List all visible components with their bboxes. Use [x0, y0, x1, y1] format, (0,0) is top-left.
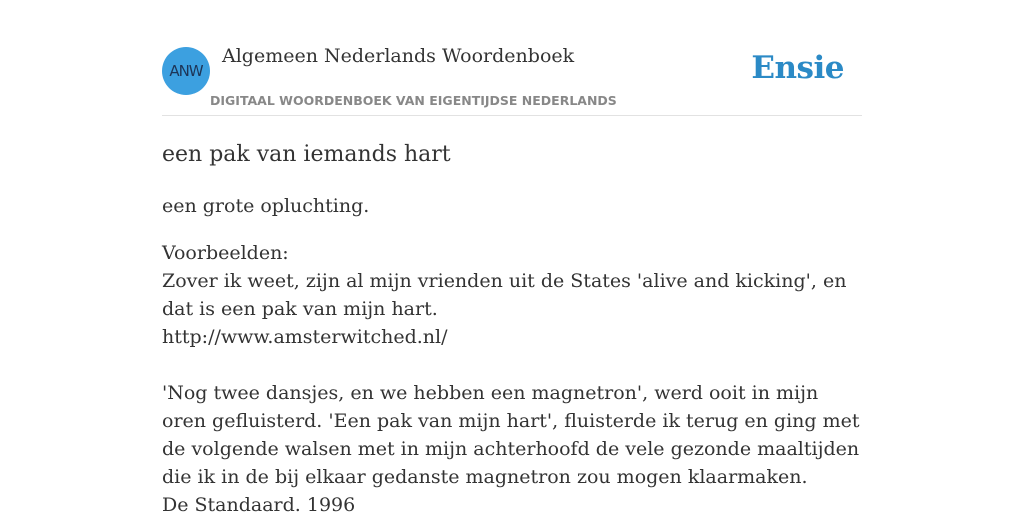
examples-section	[162, 239, 862, 512]
ensie-brand-logo[interactable]: Ensie	[751, 50, 844, 86]
example-source: http://www.amsterwitched.nl/	[162, 326, 448, 348]
entry-title: een pak van iemands hart	[162, 142, 451, 167]
entry-content	[162, 140, 862, 512]
anw-logo[interactable]	[162, 47, 210, 95]
site-header	[162, 0, 862, 116]
logo-text: ANW	[169, 62, 203, 80]
example-text: 'Nog twee dansjes, en we hebben een magnetron', werd ooit in mijn oren gefluisterd. 'Een pak van mijn hart', fluisterde ik terug en ging met de volgende walsen met in mijn achterhoofd de vele gezonde maaltijden die ik in de bij elkaar gedanste magnetron zou mogen klaarmaken.	[162, 382, 860, 488]
site-subtitle: DIGITAAL WOORDENBOEK VAN EIGENTIJDSE NEDERLANDS	[210, 93, 617, 108]
entry-definition: een grote opluchting.	[162, 195, 370, 217]
site-title[interactable]: Algemeen Nederlands Woordenboek	[222, 45, 575, 67]
examples-heading: Voorbeelden:	[162, 242, 289, 264]
example-text: Zover ik weet, zijn al mijn vrienden uit de States 'alive and kicking', en dat is een pak van mijn hart.	[162, 270, 847, 320]
example-spacer	[162, 351, 862, 379]
example-source: De Standaard. 1996	[162, 494, 356, 512]
